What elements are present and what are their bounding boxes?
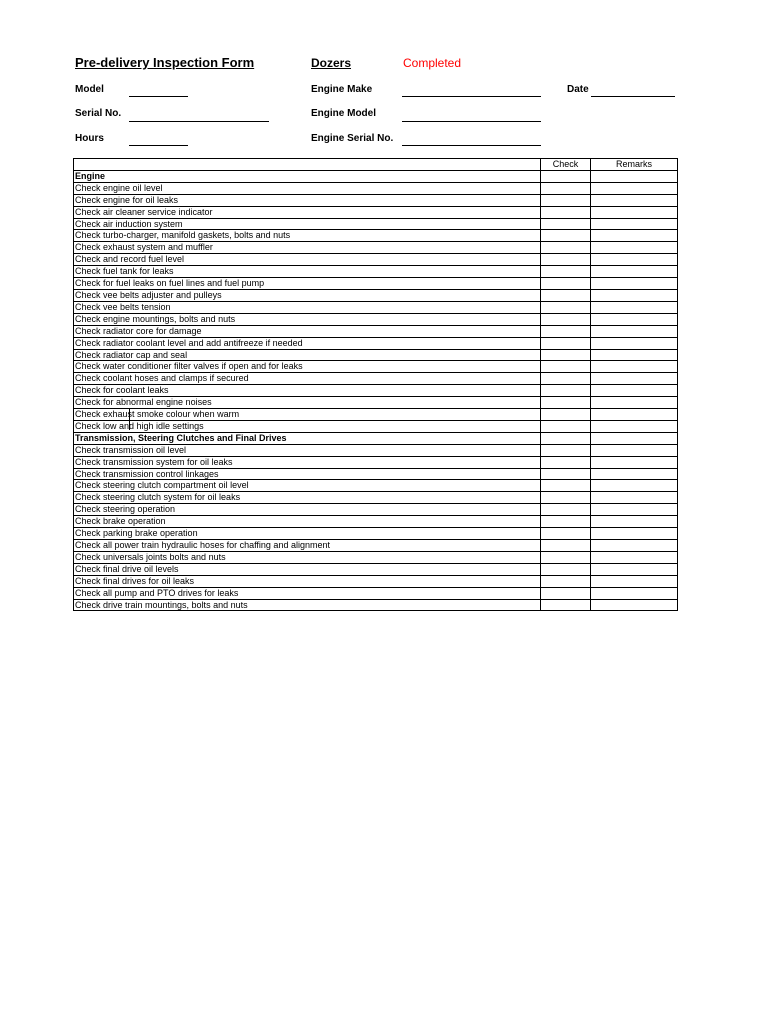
remarks-cell[interactable] <box>591 480 678 492</box>
checklist-item-label: Check radiator core for damage <box>74 325 541 337</box>
table-row <box>74 301 678 313</box>
table-row <box>74 194 678 206</box>
remarks-cell[interactable] <box>591 528 678 540</box>
remarks-cell[interactable] <box>591 242 678 254</box>
check-cell[interactable] <box>541 492 591 504</box>
check-cell[interactable] <box>541 337 591 349</box>
checklist-item-label: Check all power train hydraulic hoses for chaffing and alignment <box>74 540 541 552</box>
check-cell[interactable] <box>541 397 591 409</box>
checklist-item-label: Check air induction system <box>74 218 541 230</box>
check-cell[interactable] <box>541 599 591 611</box>
hours-label: Hours <box>75 133 104 144</box>
checklist-item-label: Check transmission system for oil leaks <box>74 456 541 468</box>
remarks-cell[interactable] <box>591 206 678 218</box>
remarks-cell[interactable] <box>591 540 678 552</box>
check-cell[interactable] <box>541 551 591 563</box>
table-row <box>74 289 678 301</box>
remarks-cell[interactable] <box>591 194 678 206</box>
model-label: Model <box>75 84 104 95</box>
remarks-cell[interactable] <box>591 563 678 575</box>
engine-serial-no-label: Engine Serial No. <box>311 133 394 144</box>
table-row <box>74 492 678 504</box>
equipment-category: Dozers <box>311 56 352 70</box>
item-column-header <box>74 159 541 171</box>
table-row <box>74 409 678 421</box>
check-cell[interactable] <box>541 170 591 182</box>
checklist-item-label: Check air cleaner service indicator <box>74 206 541 218</box>
check-cell[interactable] <box>541 373 591 385</box>
checklist-item-label: Check universals joints bolts and nuts <box>74 551 541 563</box>
check-cell[interactable] <box>541 313 591 325</box>
checklist-item-label: Check turbo-charger, manifold gaskets, bolts and nuts <box>74 230 541 242</box>
date-field[interactable] <box>591 96 675 97</box>
table-row <box>74 349 678 361</box>
checklist-item-label: Check vee belts adjuster and pulleys <box>74 289 541 301</box>
check-cell[interactable] <box>541 349 591 361</box>
checklist-item-label: Check exhaust smoke colour when warm <box>74 409 541 421</box>
section-title: Transmission, Steering Clutches and Final Drives <box>74 432 541 444</box>
model-field[interactable] <box>129 96 188 97</box>
table-row <box>74 313 678 325</box>
checklist-item-label: Check for coolant leaks <box>74 385 541 397</box>
check-cell[interactable] <box>541 301 591 313</box>
check-cell[interactable] <box>541 540 591 552</box>
remarks-cell[interactable] <box>591 170 678 182</box>
checklist-item-label: Check transmission oil level <box>74 444 541 456</box>
inspection-checklist-table <box>73 158 678 611</box>
remarks-cell[interactable] <box>591 504 678 516</box>
table-row <box>74 325 678 337</box>
table-row <box>74 587 678 599</box>
date-label: Date <box>567 84 589 95</box>
check-column-header: Check <box>541 159 591 171</box>
table-row <box>74 397 678 409</box>
check-cell[interactable] <box>541 289 591 301</box>
table-row <box>74 361 678 373</box>
table-row <box>74 456 678 468</box>
remarks-cell[interactable] <box>591 218 678 230</box>
checklist-item-label: Check radiator coolant level and add antifreeze if needed <box>74 337 541 349</box>
table-row <box>74 278 678 290</box>
checklist-item-label: Check radiator cap and seal <box>74 349 541 361</box>
table-row <box>74 468 678 480</box>
table-row <box>74 540 678 552</box>
table-row <box>74 480 678 492</box>
check-cell[interactable] <box>541 432 591 444</box>
remarks-cell[interactable] <box>591 456 678 468</box>
stray-vertical-line <box>129 408 130 430</box>
check-cell[interactable] <box>541 218 591 230</box>
check-cell[interactable] <box>541 468 591 480</box>
check-cell[interactable] <box>541 528 591 540</box>
check-cell[interactable] <box>541 266 591 278</box>
remarks-cell[interactable] <box>591 278 678 290</box>
checklist-item-label: Check steering operation <box>74 504 541 516</box>
checklist-item-label: Check drive train mountings, bolts and nuts <box>74 599 541 611</box>
checklist-item-label: Check final drive oil levels <box>74 563 541 575</box>
status-badge: Completed <box>403 56 462 70</box>
engine-make-label: Engine Make <box>311 84 373 95</box>
remarks-cell[interactable] <box>591 587 678 599</box>
checklist-item-label: Check fuel tank for leaks <box>74 266 541 278</box>
checklist-body <box>74 170 678 611</box>
checklist-item-label: Check for abnormal engine noises <box>74 397 541 409</box>
table-row <box>74 266 678 278</box>
checklist-item-label: Check vee belts tension <box>74 301 541 313</box>
check-cell[interactable] <box>541 385 591 397</box>
checklist-item-label: Check final drives for oil leaks <box>74 575 541 587</box>
remarks-cell[interactable] <box>591 289 678 301</box>
remarks-cell[interactable] <box>591 313 678 325</box>
engine-make-field[interactable] <box>402 96 541 97</box>
table-row <box>74 254 678 266</box>
table-row <box>74 599 678 611</box>
checklist-item-label: Check parking brake operation <box>74 528 541 540</box>
table-row <box>74 242 678 254</box>
serial-no-label: Serial No. <box>75 108 122 119</box>
table-row <box>74 420 678 432</box>
engine-serial-no-field[interactable] <box>402 145 541 146</box>
check-cell[interactable] <box>541 456 591 468</box>
check-cell[interactable] <box>541 206 591 218</box>
check-cell[interactable] <box>541 563 591 575</box>
form-title: Pre-delivery Inspection Form <box>75 55 255 70</box>
checklist-item-label: Check coolant hoses and clamps if secured <box>74 373 541 385</box>
check-cell[interactable] <box>541 504 591 516</box>
checklist-item-label: Check all pump and PTO drives for leaks <box>74 587 541 599</box>
hours-field[interactable] <box>129 145 188 146</box>
table-row <box>74 373 678 385</box>
check-cell[interactable] <box>541 194 591 206</box>
table-row <box>74 528 678 540</box>
remarks-cell[interactable] <box>591 432 678 444</box>
engine-model-label: Engine Model <box>311 108 376 119</box>
table-row <box>74 206 678 218</box>
table-header-row <box>74 159 678 171</box>
remarks-cell[interactable] <box>591 516 678 528</box>
remarks-cell[interactable] <box>591 420 678 432</box>
remarks-cell[interactable] <box>591 230 678 242</box>
checklist-item-label: Check engine mountings, bolts and nuts <box>74 313 541 325</box>
table-row <box>74 182 678 194</box>
check-cell[interactable] <box>541 480 591 492</box>
table-row <box>74 444 678 456</box>
checklist-item-label: Check transmission control linkages <box>74 468 541 480</box>
check-cell[interactable] <box>541 361 591 373</box>
check-cell[interactable] <box>541 182 591 194</box>
remarks-cell[interactable] <box>591 397 678 409</box>
remarks-cell[interactable] <box>591 575 678 587</box>
remarks-column-header: Remarks <box>591 159 678 171</box>
remarks-cell[interactable] <box>591 373 678 385</box>
remarks-cell[interactable] <box>591 409 678 421</box>
checklist-item-label: Check and record fuel level <box>74 254 541 266</box>
checklist-item-label: Check engine for oil leaks <box>74 194 541 206</box>
remarks-cell[interactable] <box>591 349 678 361</box>
checklist-item-label: Check low and high idle settings <box>74 420 541 432</box>
remarks-cell[interactable] <box>591 468 678 480</box>
remarks-cell[interactable] <box>591 444 678 456</box>
check-cell[interactable] <box>541 230 591 242</box>
remarks-cell[interactable] <box>591 325 678 337</box>
remarks-cell[interactable] <box>591 551 678 563</box>
remarks-cell[interactable] <box>591 361 678 373</box>
table-row <box>74 575 678 587</box>
check-cell[interactable] <box>541 444 591 456</box>
table-row <box>74 504 678 516</box>
checklist-item-label: Check brake operation <box>74 516 541 528</box>
checklist-item-label: Check for fuel leaks on fuel lines and fuel pump <box>74 278 541 290</box>
table-row <box>74 516 678 528</box>
table-row <box>74 385 678 397</box>
remarks-cell[interactable] <box>591 182 678 194</box>
table-row <box>74 563 678 575</box>
table-row <box>74 230 678 242</box>
remarks-cell[interactable] <box>591 301 678 313</box>
remarks-cell[interactable] <box>591 254 678 266</box>
table-row <box>74 218 678 230</box>
check-cell[interactable] <box>541 325 591 337</box>
checklist-item-label: Check water conditioner filter valves if open and for leaks <box>74 361 541 373</box>
serial-no-field[interactable] <box>129 121 269 122</box>
check-cell[interactable] <box>541 587 591 599</box>
remarks-cell[interactable] <box>591 492 678 504</box>
section-title: Engine <box>74 170 541 182</box>
remarks-cell[interactable] <box>591 266 678 278</box>
remarks-cell[interactable] <box>591 337 678 349</box>
checklist-item-label: Check exhaust system and muffler <box>74 242 541 254</box>
section-header-row <box>74 432 678 444</box>
remarks-cell[interactable] <box>591 385 678 397</box>
checklist-item-label: Check engine oil level <box>74 182 541 194</box>
engine-model-field[interactable] <box>402 121 541 122</box>
section-header-row <box>74 170 678 182</box>
check-cell[interactable] <box>541 516 591 528</box>
check-cell[interactable] <box>541 278 591 290</box>
check-cell[interactable] <box>541 254 591 266</box>
checklist-item-label: Check steering clutch compartment oil level <box>74 480 541 492</box>
check-cell[interactable] <box>541 242 591 254</box>
check-cell[interactable] <box>541 575 591 587</box>
checklist-item-label: Check steering clutch system for oil leaks <box>74 492 541 504</box>
remarks-cell[interactable] <box>591 599 678 611</box>
check-cell[interactable] <box>541 409 591 421</box>
check-cell[interactable] <box>541 420 591 432</box>
table-row <box>74 551 678 563</box>
table-row <box>74 337 678 349</box>
